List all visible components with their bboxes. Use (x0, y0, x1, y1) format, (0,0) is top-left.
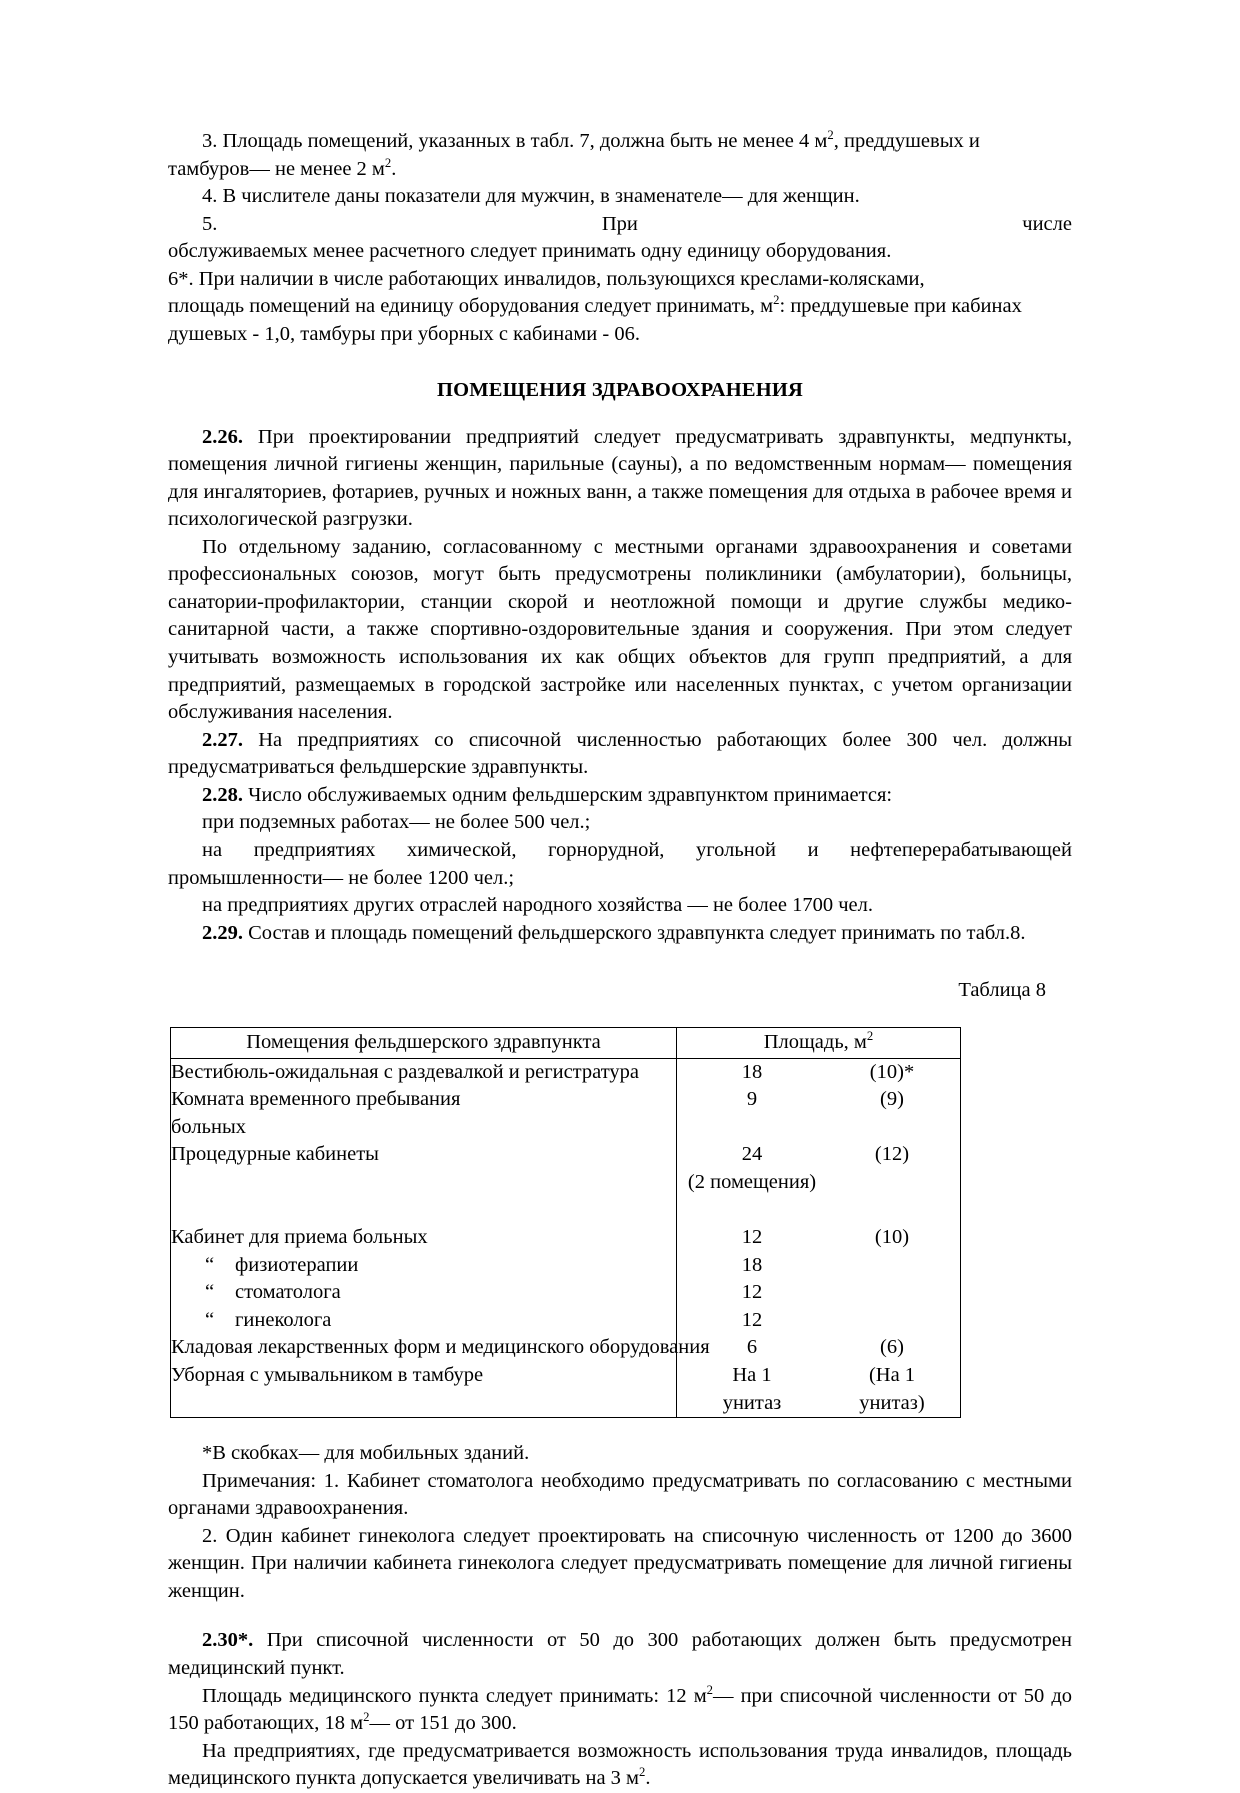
table-cell-area-main: 18 (741, 1060, 763, 1083)
table-cell-area-mobile (827, 1279, 957, 1307)
table-row (171, 1169, 961, 1197)
note-item-3 (168, 128, 1072, 156)
table-row (171, 1058, 961, 1086)
table-cell-name (171, 1307, 677, 1335)
table-body (171, 1058, 961, 1417)
table-row (171, 1141, 961, 1169)
clause-2-30-text: При списочной численности от 50 до 300 работающих должен быть предусмотрен медицинский пункт. (168, 1629, 1072, 1679)
table-cell-area-mobile (827, 1252, 957, 1280)
table-cell-area-main: 12 (741, 1308, 763, 1331)
table-cell-value (677, 1334, 961, 1362)
table-cell-area-mobile: (10) (874, 1226, 910, 1249)
clause-2-30 (168, 1627, 1072, 1682)
note-3-text-b: , преддушевых и (833, 130, 980, 152)
table-cell-value (677, 1086, 961, 1114)
table-header-col-name: Помещения фельдшерского здравпункта (171, 1027, 677, 1058)
ditto-mark: “ (205, 1253, 215, 1276)
table-cell-area-main: 9 (746, 1088, 758, 1111)
table-8 (170, 1027, 961, 1418)
clause-2-30a-sup1: 2 (706, 1682, 714, 1697)
table-row (171, 1307, 961, 1335)
footnote-note-2: 2. Один кабинет гинеколога следует проектировать на списочную численность от 1200 до 3600 женщин. При наличии кабинета гинеколога следует предусматривать помещение для личной гигиены женщин. (168, 1524, 1072, 1602)
table-cell-area-main: На 1 (732, 1363, 772, 1386)
table-cell-name: Кабинет для приема больных (171, 1224, 677, 1252)
table-cell-name: Кладовая лекарственных форм и медицинского оборудования (171, 1334, 677, 1362)
table-cell-value (677, 1362, 961, 1390)
table-cell-value (677, 1141, 961, 1169)
table-header-col-area (677, 1027, 961, 1058)
table-cell-name: Комната временного пребывания (171, 1086, 677, 1114)
table-caption: Таблица 8 (958, 979, 1046, 1002)
note-6-line2-b: : преддушевые при кабинах (779, 295, 1022, 318)
table-cell-name (171, 1197, 677, 1225)
table-row (171, 1224, 961, 1252)
ditto-mark: “ (205, 1281, 215, 1304)
table-cell-value (677, 1224, 961, 1252)
page-title: ПОМЕЩЕНИЯ ЗДРАВООХРАНЕНИЯ (436, 378, 804, 401)
table-row (171, 1390, 961, 1418)
table-cell-area-main: 18 (741, 1253, 763, 1276)
note-3-sup-b: 2 (384, 155, 392, 170)
clause-2-30a-part1: Площадь медицинского пункта следует принимать: 12 м (202, 1684, 707, 1707)
table-cell-area-main: унитаз (722, 1391, 782, 1414)
clause-2-28-text: Число обслуживаемых одним фельдшерским здравпунктом принимается: (248, 783, 893, 806)
clause-2-30-paragraph-b (168, 1738, 1072, 1793)
note-item-6-line2 (168, 293, 1072, 321)
table-cell-value (677, 1114, 961, 1142)
clause-2-26 (168, 424, 1072, 534)
note-item-5 (168, 211, 1072, 239)
table-row (171, 1362, 961, 1390)
clause-2-30a-part3: — от 151 до 300. (369, 1712, 517, 1735)
table-cell-area-main: 12 (741, 1226, 763, 1249)
table-row (171, 1086, 961, 1114)
note-item-5-line2: обслуживаемых менее расчетного следует принимать одну единицу оборудования. (168, 240, 892, 263)
table-cell-area-main: (2 помещения) (687, 1171, 817, 1193)
clause-2-28 (168, 782, 1072, 810)
table-cell-name: Процедурные кабинеты (171, 1141, 677, 1169)
clause-2-27-number: 2.27. (202, 728, 243, 751)
table-cell-name: Уборная с умывальником в тамбуре (171, 1362, 677, 1390)
table-cell-value (677, 1197, 961, 1225)
table-row (171, 1279, 961, 1307)
clause-2-27 (168, 727, 1072, 782)
table-cell-name-label: физиотерапии (235, 1253, 359, 1276)
clause-2-28-item-c: на предприятиях других отраслей народного хозяйства — не более 1700 чел. (202, 894, 873, 917)
table-cell-area-mobile: (На 1 (868, 1363, 916, 1386)
table-cell-name (171, 1169, 677, 1197)
table-cell-area-mobile (827, 1114, 957, 1142)
table-cell-area-main: 24 (741, 1143, 763, 1166)
note-3-text-a: Площадь помещений, указанных в табл. 7, должна быть не менее 4 м (222, 130, 828, 152)
table-row (171, 1114, 961, 1142)
clause-2-26-text: При проектировании предприятий следует предусматривать здравпункты, медпункты, помещения личной гигиены женщин, парильные (сауны), а по ведомственным нормам— помещения для ингаляториев, фотариев, ручных и ножных ванн, а также помещения для отдыха в рабочее время и психологической разгрузки. (168, 425, 1073, 531)
table-cell-area-mobile: (10)* (869, 1060, 915, 1083)
clause-2-27-text: На предприятиях со списочной численностью работающих более 300 чел. должны предусматриваться фельдшерские здравпункты. (168, 728, 1072, 779)
note-item-6-line1: 6*. При наличии в числе работающих инвалидов, пользующихся креслами-колясками, (168, 267, 925, 290)
note-3-line2-b: . (391, 157, 397, 180)
table-cell-value (677, 1058, 961, 1086)
clause-2-29-text: Состав и площадь помещений фельдшерского здравпункта следует принимать по табл.8. (248, 921, 1026, 944)
note-5-right: числе (1022, 212, 1072, 235)
table-row (171, 1252, 961, 1280)
table-cell-area-main: 6 (746, 1336, 758, 1359)
clause-2-28-number: 2.28. (202, 783, 243, 806)
clause-2-30b-sup: 2 (639, 1765, 646, 1780)
clause-2-28-item-b: на предприятиях химической, горнорудной, угольной и нефтеперерабатывающей промышленности— не более 1200 чел.; (168, 838, 1072, 889)
clause-2-28-item-a: при подземных работах— не более 500 чел.; (202, 811, 591, 834)
footnote-note-1: Примечания: 1. Кабинет стоматолога необходимо предусматривать по согласованию с местными органами здравоохранения. (168, 1469, 1072, 1520)
note-3-prefix: 3. (202, 130, 218, 152)
table-cell-value (677, 1279, 961, 1307)
table-cell-name-label: гинеколога (235, 1308, 332, 1331)
clause-2-30-paragraph-a (168, 1683, 1072, 1738)
table-row (171, 1197, 961, 1225)
note-item-6-line3: душевых - 1,0, тамбуры при уборных с кабинами - 06. (168, 322, 640, 345)
table-cell-name: больных (171, 1114, 677, 1142)
clause-2-30a-sup2: 2 (363, 1710, 370, 1725)
clause-2-30-number: 2.30*. (202, 1629, 254, 1652)
ditto-mark: “ (205, 1308, 215, 1331)
clause-2-29-number: 2.29. (202, 921, 243, 944)
table-header-row (171, 1027, 961, 1058)
table-cell-name (171, 1279, 677, 1307)
table-header-area-text: Площадь, м (763, 1030, 867, 1053)
table-cell-area-main (677, 1197, 827, 1225)
table-header-area-sup: 2 (866, 1028, 874, 1043)
table-row (171, 1334, 961, 1362)
footnote-asterisk: *В скобках— для мобильных зданий. (202, 1442, 530, 1465)
table-cell-value (677, 1252, 961, 1280)
note-item-4: 4. В числителе даны показатели для мужчин, в знаменателе— для женщин. (202, 185, 860, 208)
clause-2-30a-part2: — при списочной численности от 50 до 150 работающих, 18 м (168, 1684, 1072, 1735)
table-cell-name-label: стоматолога (235, 1281, 341, 1304)
table-cell-name (171, 1390, 677, 1418)
note-3-line2-a: тамбуров— не менее 2 м (168, 157, 385, 180)
table-cell-name (171, 1252, 677, 1280)
table-cell-area-mobile: (6) (880, 1336, 904, 1359)
clause-2-30b-part2: . (645, 1767, 651, 1790)
page-content (168, 128, 1072, 1793)
note-item-3-line2 (168, 156, 1072, 184)
note-5-mid: При (601, 212, 638, 235)
note-5-number: 5. (202, 212, 218, 235)
table-cell-area-mobile: (12) (874, 1143, 910, 1166)
table-cell-name: Вестибюль-ожидальная с раздевалкой и регистратура (171, 1058, 677, 1086)
table-cell-area-main (677, 1114, 827, 1142)
note-6-sup: 2 (773, 293, 780, 308)
clause-2-30b-part1: На предприятиях, где предусматривается возможность использования труда инвалидов, площадь медицинского пункта допускается увеличивать на 3 м (168, 1739, 1072, 1790)
note-3-sup-a: 2 (827, 128, 834, 143)
table-cell-value (677, 1390, 961, 1418)
clause-2-26-paragraph-2: По отдельному заданию, согласованному с местными органами здравоохранения и советами профессиональных союзов, могут быть предусмотрены поликлиники (амбулатории), больницы, санатории-профилактории, станции скорой и неотложной помощи и другие службы медико-санитарной части, а также спортивно-оздоровительные здания и сооружения. При этом следует учитывать возможность использования их как общих объектов для групп предприятий, а для предприятий, размещаемых в городской застройке или населенных пунктах, с учетом организации обслуживания населения. (168, 535, 1072, 724)
note-6-line2-a: площадь помещений на единицу оборудования следует принимать, м (168, 295, 774, 318)
table-cell-area-main: 12 (741, 1281, 763, 1304)
table-cell-area-mobile (827, 1307, 957, 1335)
table-cell-area-mobile (827, 1197, 957, 1225)
table-cell-area-mobile: (9) (880, 1088, 904, 1111)
table-cell-value (677, 1169, 961, 1197)
table-cell-area-mobile: унитаз) (859, 1391, 925, 1414)
table-cell-area-mobile (827, 1169, 957, 1197)
clause-2-26-number: 2.26. (202, 425, 243, 448)
table-cell-value (677, 1307, 961, 1335)
clause-2-29 (168, 920, 1072, 948)
